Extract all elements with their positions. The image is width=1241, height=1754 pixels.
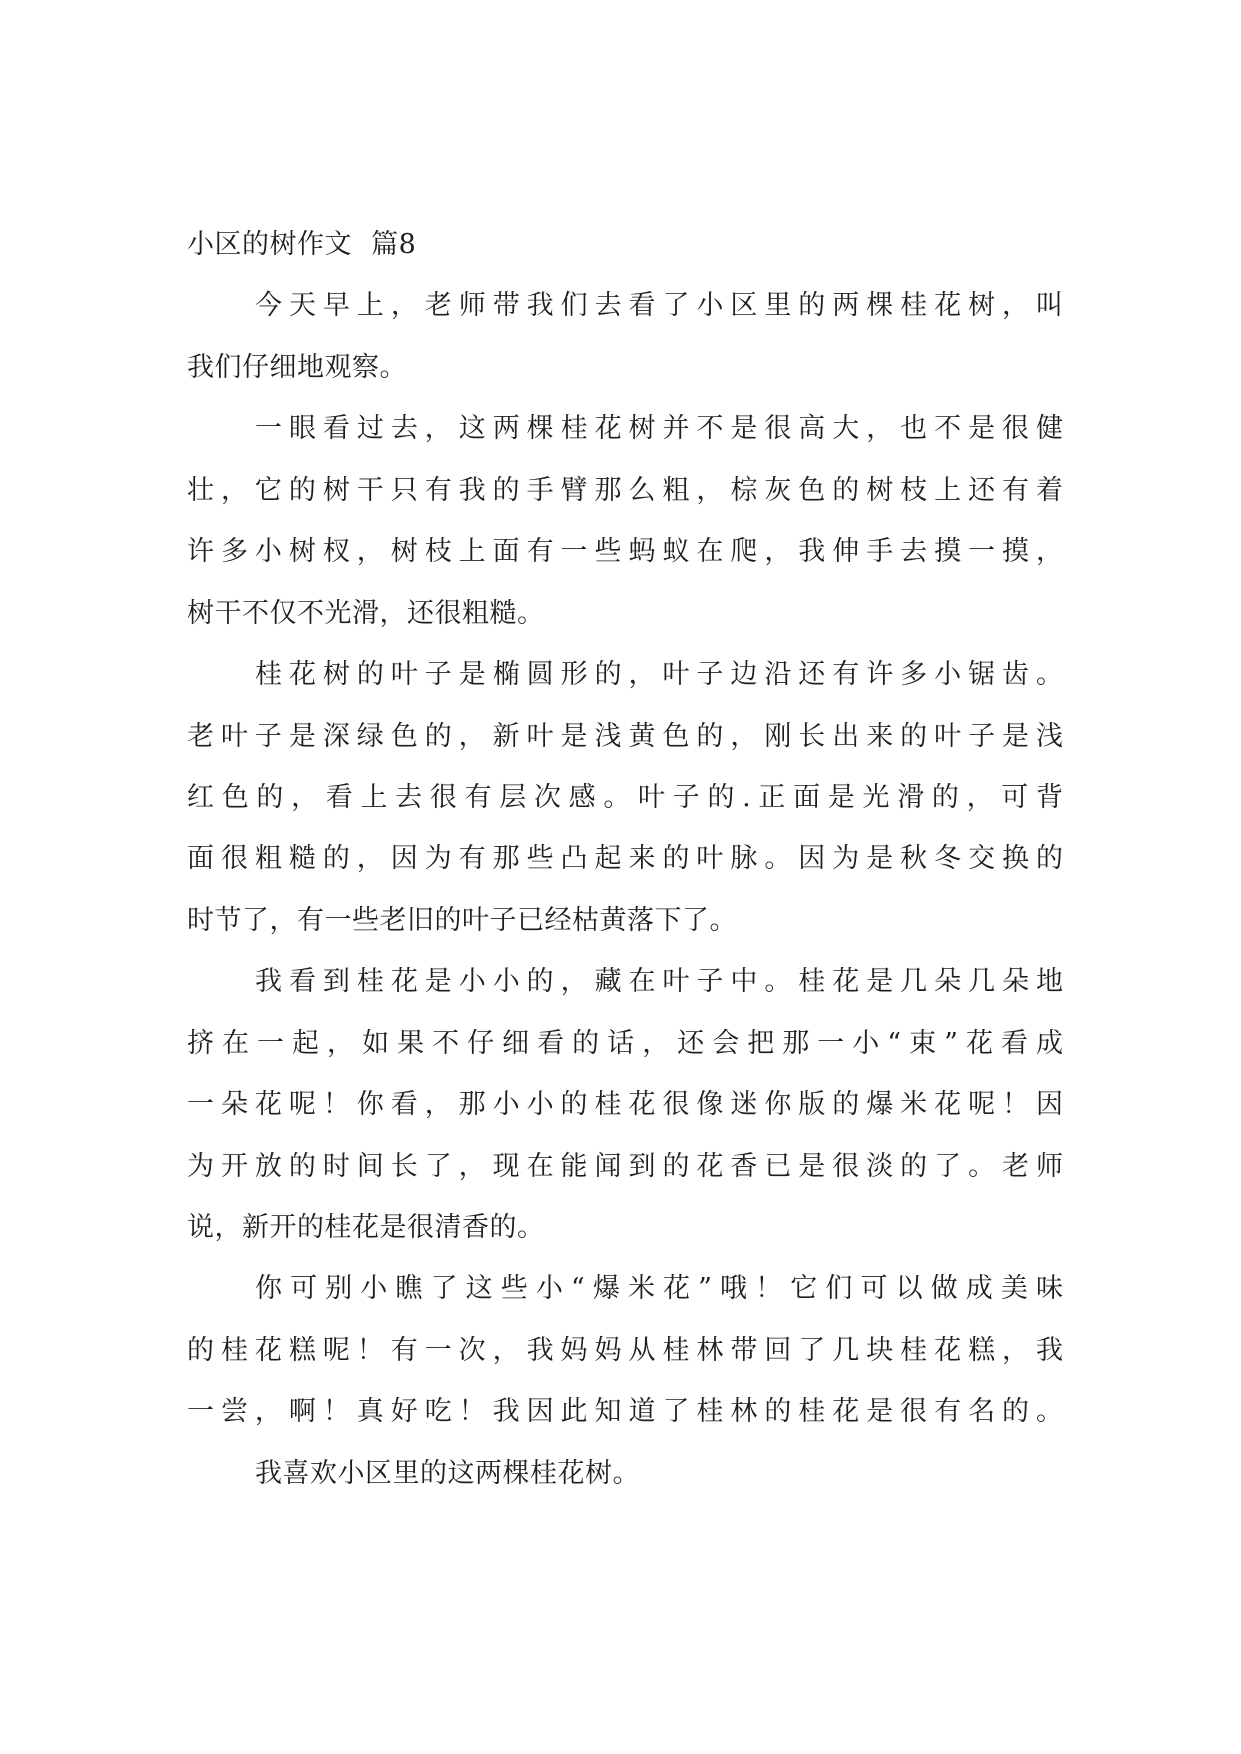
paragraph-line: 你可别小瞧了这些小“爆米花”哦！它们可以做成美味	[255, 1273, 1063, 1305]
paragraph-5	[187, 1258, 1063, 1442]
paragraph-4	[187, 951, 1063, 1258]
paragraph-line: 老叶子是深绿色的，新叶是浅黄色的，刚长出来的叶子是浅	[187, 720, 1063, 752]
paragraph-line: 今天早上，老师带我们去看了小区里的两棵桂花树，叫	[255, 290, 1063, 322]
paragraph-line: 壮，它的树干只有我的手臂那么粗，棕灰色的树枝上还有着	[187, 474, 1063, 506]
document-title: 小区的树作文 篇8	[187, 229, 417, 260]
paragraph-line: 一朵花呢！你看，那小小的桂花很像迷你版的爆米花呢！因	[187, 1089, 1063, 1121]
paragraph-line: 的桂花糕呢！有一次，我妈妈从桂林带回了几块桂花糕，我	[187, 1334, 1063, 1366]
paragraph-line: 我看到桂花是小小的，藏在叶子中。桂花是几朵几朵地	[255, 966, 1063, 998]
paragraph-line: 一眼看过去，这两棵桂花树并不是很高大，也不是很健	[255, 413, 1063, 445]
document-body	[187, 214, 1063, 1504]
paragraph-2	[187, 398, 1063, 644]
paragraph-line: 我们仔细地观察。	[187, 351, 407, 383]
paragraph-line: 一尝，啊！真好吃！我因此知道了桂林的桂花是很有名的。	[187, 1396, 1063, 1428]
paragraph-line: 我喜欢小区里的这两棵桂花树。	[255, 1457, 640, 1489]
paragraph-line: 许多小树杈，树枝上面有一些蚂蚁在爬，我伸手去摸一摸，	[187, 536, 1063, 568]
paragraph-line: 挤在一起，如果不仔细看的话，还会把那一小“束”花看成	[187, 1027, 1063, 1059]
paragraph-line: 桂花树的叶子是椭圆形的，叶子边沿还有许多小锯齿。	[255, 659, 1063, 691]
paragraph-1	[187, 275, 1063, 398]
paragraph-line: 树干不仅不光滑，还很粗糙。	[187, 597, 545, 629]
paragraph-line: 为开放的时间长了，现在能闻到的花香已是很淡的了。老师	[187, 1150, 1063, 1182]
paragraph-6	[187, 1443, 1063, 1504]
paragraph-line: 红色的，看上去很有层次感。叶子的.正面是光滑的，可背	[187, 781, 1063, 813]
paragraph-line: 面很粗糙的，因为有那些凸起来的叶脉。因为是秋冬交换的	[187, 843, 1063, 875]
paragraph-3	[187, 644, 1063, 951]
paragraph-line: 时节了，有一些老旧的叶子已经枯黄落下了。	[187, 904, 737, 936]
paragraph-line: 说，新开的桂花是很清香的。	[187, 1212, 545, 1243]
